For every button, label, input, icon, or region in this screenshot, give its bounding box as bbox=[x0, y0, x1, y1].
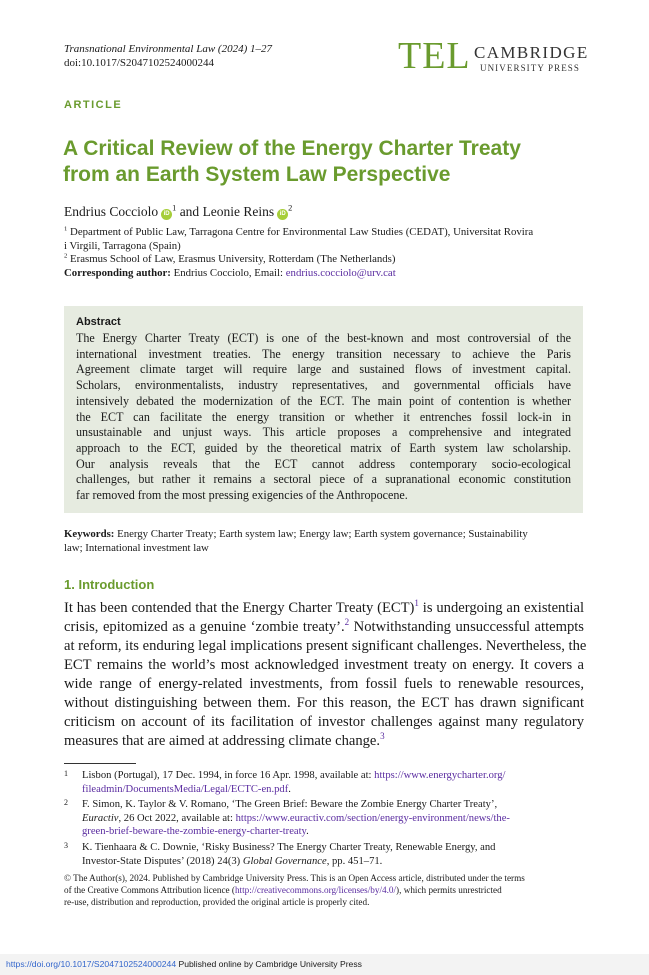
intro-line: ECT remains the world’s most acknowledged investment treaty on energy. It covers a bbox=[64, 657, 584, 673]
affiliation-1: $^1$ Department of Public Law, Tarragona Centre for Environmental Law Studies (CEDAT), Universitat Rovira i Virgili, Tarragona (Spain) bbox=[64, 225, 534, 252]
copyright-notice bbox=[64, 873, 586, 908]
abstract-line: approach to the ECT, guided by the theoretical matrix of Earth system law scholarship. bbox=[76, 440, 571, 455]
intro-line: It has been contended that the Energy Charter Treaty (ECT)$^1$ is undergoing an existential bbox=[64, 598, 584, 616]
footer-doi-link[interactable]: https://doi.org/10.1017/S2047102524000244 bbox=[6, 959, 177, 969]
author-1-affiliation: 1 bbox=[172, 203, 177, 213]
doi-text: doi:10.1017/S2047102524000244 bbox=[64, 57, 215, 69]
abstract-line: intensively debated the modernization of the ECT. The main point of contention is whether bbox=[76, 393, 571, 408]
footnote-1-link[interactable]: https://www.energycharter.org/ bbox=[374, 770, 506, 781]
license-link[interactable]: http://creativecommons.org/licenses/by/4.0/ bbox=[234, 884, 397, 895]
footnote-ref-2[interactable]: 2 bbox=[344, 617, 350, 628]
footnote-1-link-cont[interactable]: fileadmin/DocumentsMedia/Legal/ECTC-en.pdf bbox=[82, 783, 289, 795]
abstract-line: Scholars, environmentalists, industry representatives, and governmental officials have bbox=[76, 378, 571, 393]
abstract-line: Agreement climate target will require large and sustained flows of investment capital. bbox=[76, 362, 571, 377]
intro-line: measures that are aimed at addressing climate change.$^3$ bbox=[64, 731, 385, 749]
abstract-line: far removed from the most pressing exigencies of the Anthropocene. bbox=[76, 488, 408, 503]
footnote-2-link-cont[interactable]: green-brief-beware-the-zombie-energy-charter-treaty bbox=[82, 826, 307, 837]
abstract-line: the ECT can facilitate the energy transition or whether it entrenches fossil lock-in in bbox=[76, 409, 571, 424]
keywords-line-2: law; International investment law bbox=[64, 541, 209, 554]
footnote-ref-1[interactable]: 1 bbox=[414, 598, 419, 609]
footnote-3: 3 K. Tienhaara & C. Downie, ‘Risky Business? The Energy Charter Treaty, Renewable Energy, and Investor-State Disputes’ (2018) 24(3) Global Governance, pp. 451–71. bbox=[64, 841, 496, 867]
introduction-body bbox=[64, 598, 587, 751]
abstract-box bbox=[64, 306, 583, 513]
copyright-line-1: © The Author(s), 2024. Published by Cambridge University Press. This is an Open Access article, distributed under the terms bbox=[64, 873, 525, 883]
abstract-line: The Energy Charter Treaty (ECT) is one of the best-known and most controversial of the bbox=[76, 331, 571, 345]
intro-line: at reform, its enduring legal implications present significant challenges. Nevertheless, the bbox=[64, 638, 587, 654]
copyright-line-2: of the Creative Commons Attribution licence (http://creativecommons.org/licenses/by/4.0/), which permits unrestricted bbox=[64, 884, 502, 895]
keywords-line-1: Energy Charter Treaty; Earth system law; Energy law; Earth system governance; Sustainability bbox=[117, 528, 528, 540]
author-1[interactable]: Endrius Cocciolo bbox=[64, 204, 159, 219]
abstract-line: challenges, but rather it remains a sectoral piece of a supranational economic constitution bbox=[76, 472, 571, 487]
corresponding-author: Corresponding author: Endrius Cocciolo, Email: endrius.cocciolo@urv.cat bbox=[64, 266, 396, 279]
abstract-line: unsustainable and unjust ways. This article proposes a comprehensive and integrated bbox=[76, 425, 571, 440]
intro-line: without distinguishing between them. For this reason, the ECT has drawn significant bbox=[64, 695, 584, 711]
footer-bar bbox=[0, 954, 649, 975]
affiliation-2: $^2$ Erasmus School of Law, Erasmus University, Rotterdam (The Netherlands) bbox=[64, 252, 396, 265]
footer-published-text: Published online by Cambridge University Press bbox=[178, 959, 362, 969]
cambridge-logo bbox=[474, 43, 589, 74]
copyright-line-3: re-use, distribution and reproduction, provided the original article is properly cited. bbox=[64, 896, 370, 907]
abstract-heading: Abstract bbox=[76, 316, 121, 328]
article-type-label: ARTICLE bbox=[64, 99, 123, 111]
title-line-2: from an Earth System Law Perspective bbox=[63, 163, 451, 186]
keywords-label: Keywords: bbox=[64, 528, 115, 540]
author-2[interactable]: Leonie Reins bbox=[202, 204, 275, 219]
footnote-2: 2 F. Simon, K. Taylor & V. Romano, ‘The Green Brief: Beware the Zombie Energy Charter Treaty’, Euractiv, 26 Oct 2022, available at: https://www.euractiv.com/section/energy-environment/news/the- green-brief-beware-the-zombie-energy-charter-treaty. bbox=[64, 798, 510, 837]
affiliations bbox=[64, 226, 586, 280]
footnote-1: 1 Lisbon (Portugal), 17 Dec. 1994, in force 16 Apr. 1998, available at: https://www.energycharter.org/ fileadmin/DocumentsMedia/Legal/ECTC-en.pdf. bbox=[64, 769, 506, 795]
journal-citation: Transnational Environmental Law (2024) 1–27 bbox=[64, 43, 272, 55]
publisher-name: CAMBRIDGE bbox=[474, 43, 589, 62]
intro-line: crisis, epitomized as a genuine ‘zombie treaty’.$^2$ Notwithstanding unsuccessful attempts bbox=[64, 617, 584, 635]
abstract-text bbox=[76, 331, 571, 504]
section-heading-introduction: 1. Introduction bbox=[64, 577, 155, 592]
footnote-divider bbox=[64, 763, 136, 764]
corresponding-email-link[interactable]: endrius.cocciolo@urv.cat bbox=[285, 266, 396, 279]
title-line-1: A Critical Review of the Energy Charter Treaty bbox=[63, 137, 521, 160]
tel-logo: TEL bbox=[398, 35, 471, 77]
abstract-line: Our analysis reveals that the ECT cannot address contemporary socio-ecological bbox=[76, 456, 571, 471]
abstract-line: international investment treaties. The energy transition necessary to achieve the Paris bbox=[76, 346, 571, 361]
orcid-icon[interactable]: iD bbox=[161, 209, 172, 220]
keywords bbox=[64, 528, 586, 555]
footnote-ref-3[interactable]: 3 bbox=[380, 731, 385, 742]
publisher-subtitle: UNIVERSITY PRESS bbox=[479, 63, 581, 73]
authors-connector: and bbox=[179, 204, 200, 219]
author-2-affiliation: 2 bbox=[288, 203, 293, 213]
intro-line: criticism on account of its facilitation of investor challenges against many regulatory bbox=[64, 714, 584, 730]
orcid-icon[interactable]: iD bbox=[277, 209, 288, 220]
authors-line bbox=[64, 204, 292, 220]
footnote-2-link[interactable]: https://www.euractiv.com/section/energy-environment/news/the- bbox=[235, 812, 510, 824]
article-title bbox=[63, 136, 521, 188]
intro-line: wide range of energy-related investments, from fossil fuels to renewable resources, bbox=[64, 676, 584, 692]
